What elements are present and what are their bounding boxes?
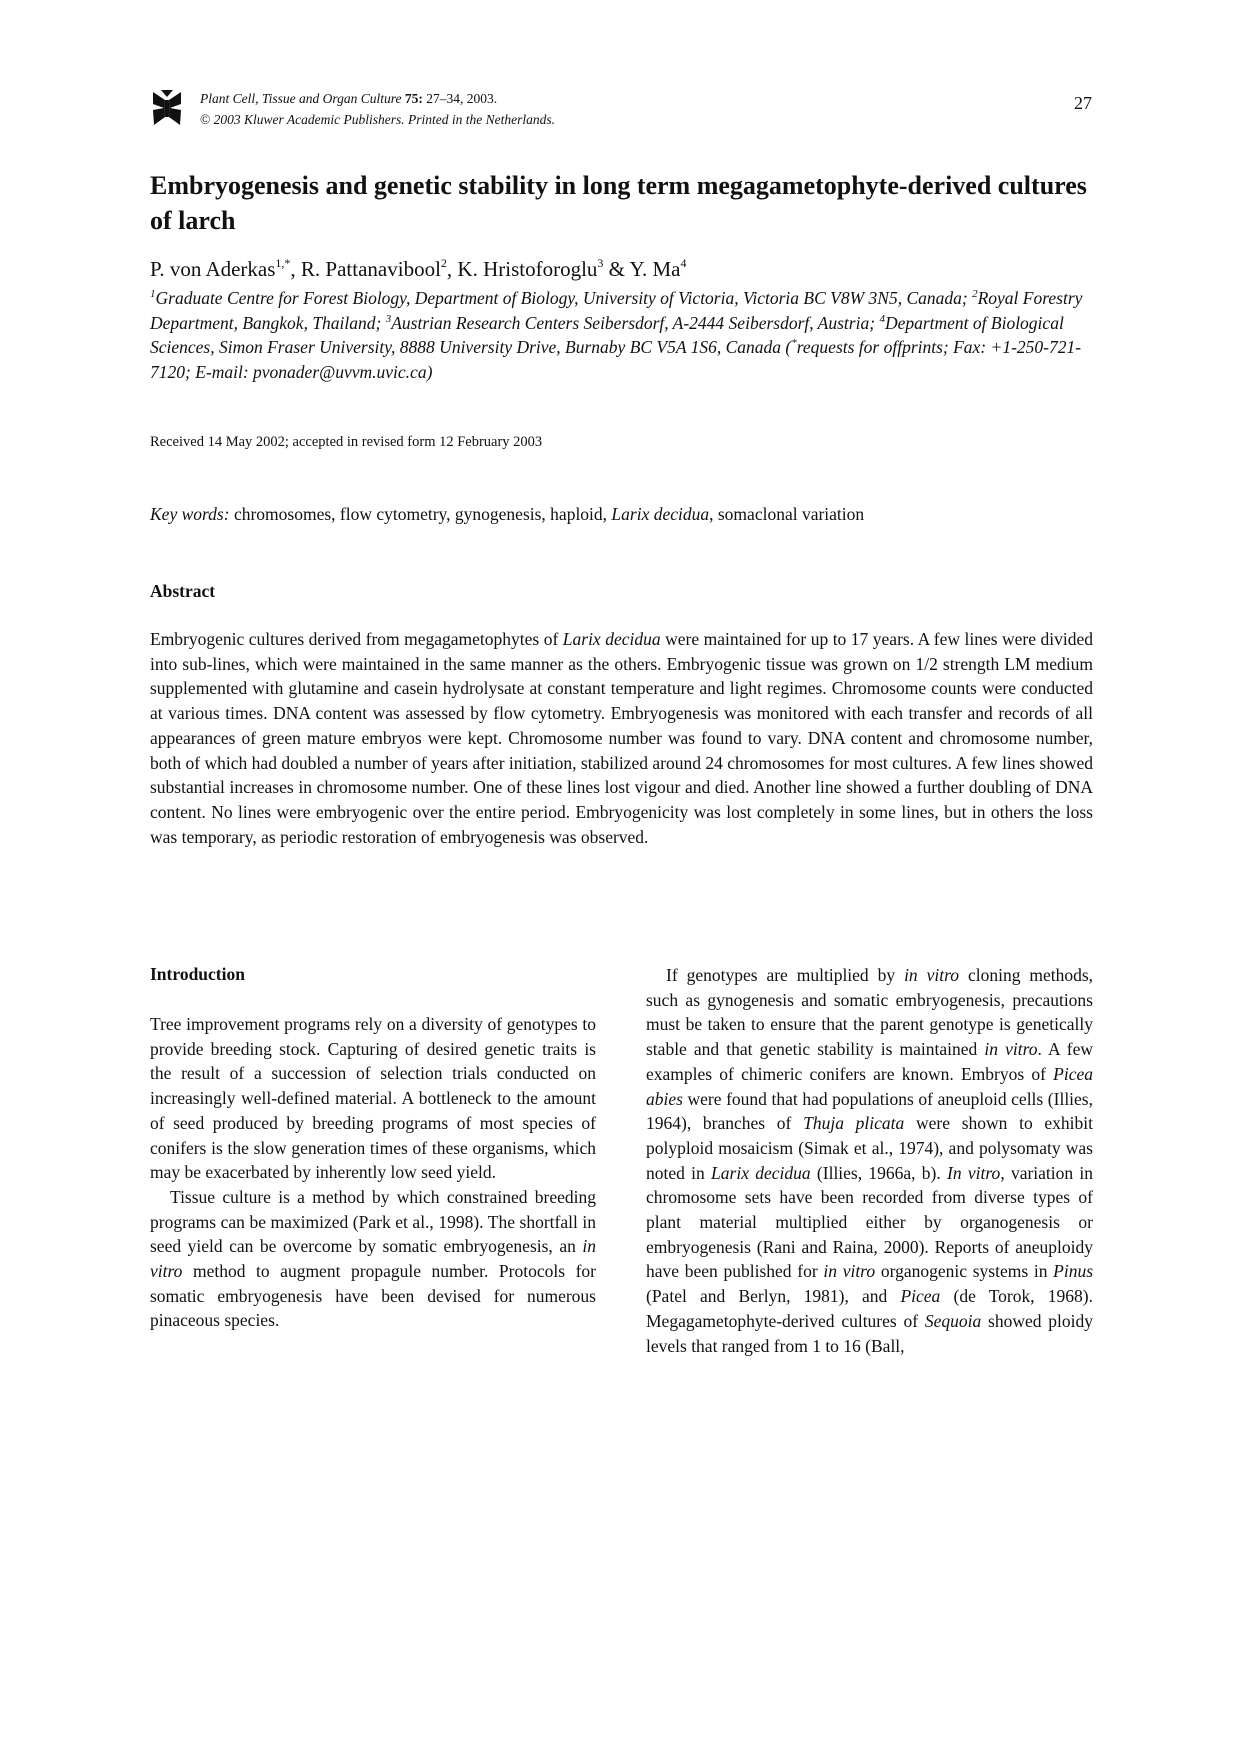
paragraph-italic: in vitro xyxy=(984,1039,1038,1060)
article-title: Embryogenesis and genetic stability in long term megagametophyte-derived cultures of larch xyxy=(150,171,1087,235)
author-name: P. von Aderkas xyxy=(150,257,276,281)
author-affil-mark: 4 xyxy=(680,256,687,270)
paragraph-italic: Picea xyxy=(900,1286,941,1307)
paragraph-text: method to augment propagule number. Protocols for somatic embryogenesis have been devised for numerous pinaceous species. xyxy=(150,1261,596,1331)
paragraph-italic: in vitro xyxy=(823,1261,876,1282)
paragraph-italic: Larix decidua xyxy=(711,1162,811,1183)
paragraph-italic: Pinus xyxy=(1053,1261,1094,1282)
author-separator: & xyxy=(603,257,630,281)
intro-paragraph xyxy=(646,963,1093,1358)
paragraph-text: (de Torok, 1968). Megagametophyte-derived cultures of xyxy=(646,1286,1094,1331)
paragraph-text: , variation in chromosome sets have been recorded from diverse types of plant material multiplied either by organogenesis or embryogenesis (Rani and Raina, 2000). Reports of aneuploidy have been published for xyxy=(646,1162,1094,1282)
paragraph-text: If genotypes are multiplied by xyxy=(666,965,896,985)
author-name: K. Hristoforoglu xyxy=(457,257,598,281)
abstract-heading: Abstract xyxy=(150,581,216,601)
keywords xyxy=(150,504,1100,525)
contact-info: requests for offprints; Fax: +1-250-721-7120; E-mail: pvonader@uvvm.uvic.ca) xyxy=(150,337,1082,382)
author-affil-mark: 3 xyxy=(597,256,604,270)
author-separator: , xyxy=(290,257,301,281)
paragraph-text: Tissue culture is a method by which constrained breeding programs can be maximized (Park et al., 1998). The shortfall in seed yield can be overcome by somatic embryogenesis, an xyxy=(150,1186,596,1257)
abstract-text: Embryogenic cultures derived from megagametophytes of xyxy=(150,629,559,649)
affil-mark: 2 xyxy=(972,288,978,300)
paragraph-text: cloning methods, such as gynogenesis and somatic embryogenesis, precautions must be taken to ensure that the parent genotype is genetically stable and that genetic stability is maintained xyxy=(646,965,1094,1060)
abstract-body xyxy=(150,627,1093,849)
author-name: Y. Ma xyxy=(629,257,681,281)
paragraph-text: were found that had populations of aneuploid cells (Illies, 1964), branches of xyxy=(646,1088,1093,1134)
affiliation: Graduate Centre for Forest Biology, Department of Biology, University of Victoria, Victoria BC V8W 3N5, Canada; xyxy=(155,288,973,308)
keywords-list: chromosomes, flow cytometry, gynogenesis, haploid, xyxy=(233,504,608,524)
right-column xyxy=(646,963,1093,1358)
paragraph-italic: Picea abies xyxy=(646,1063,1094,1109)
received-dates: Received 14 May 2002; accepted in revised form 12 February 2003 xyxy=(150,434,543,450)
keyword-species: Larix decidua xyxy=(611,504,710,524)
abstract-text: were maintained for up to 17 years. A few lines were divided into sub-lines, which were maintained in the same manner as the others. Embryogenic tissue was grown on 1/2 strength LM medium supplemented with glutamine and casein hydrolysate at constant temperature and light regimes. Chromosome counts were conducted at various times. DNA content was assessed by flow cytometry. Embryogenesis was monitored with each transfer and records of all appearances of green mature embryos were kept. Chromosome number was found to vary. DNA content and chromosome number, both of which had doubled a number of years after initiation, stabilized around 24 chromosomes for most cultures. A few lines showed substantial increases in chromosome number. One of these lines lost vigour and died. Another line showed a further doubling of DNA content. No lines were embryogenic over the entire period. Embryogenicity was lost completely in some lines, but in others the loss was temporary, as periodic restoration of embryogenesis was observed. xyxy=(150,629,1094,847)
paragraph-italic: in vitro xyxy=(150,1236,597,1282)
keywords-label: Key words: xyxy=(150,504,230,524)
affiliations xyxy=(150,286,1100,384)
journal-citation xyxy=(200,88,555,130)
author-name: R. Pattanavibool xyxy=(300,257,441,281)
paragraph-text: . A few examples of chimeric conifers are known. Embryos of xyxy=(646,1039,1094,1084)
affiliation: Royal Forestry Department, Bangkok, Thailand; xyxy=(150,288,1083,333)
intro-paragraph xyxy=(150,1185,596,1333)
paragraph-text: (Illies, 1966a, b). xyxy=(816,1162,941,1183)
author-affil-mark: 2 xyxy=(440,256,447,270)
affiliation: Austrian Research Centers Seibersdorf, A-2444 Seibersdorf, Austria; xyxy=(391,312,880,333)
paragraph-text: showed ploidy levels that ranged from 1 to 16 (Ball, xyxy=(646,1310,1093,1356)
paragraph-text: (Patel and Berlyn, 1981), and xyxy=(646,1286,888,1307)
affil-star: * xyxy=(791,337,797,349)
journal-name: Plant Cell, Tissue and Organ Culture xyxy=(200,91,402,106)
journal-volume: 75: xyxy=(404,91,423,106)
affiliation: Department of Biological Sciences, Simon Fraser University, 8888 University Drive, Burnaby BC V5A 1S6, Canada ( xyxy=(150,312,1064,357)
affil-mark: 3 xyxy=(385,312,392,325)
intro-paragraph: Tree improvement programs rely on a diversity of genotypes to provide breeding stock. Capturing of desired genetic traits is the result of a succession of selection trials conducted on increasingly well-defined material. A bottleneck to the amount of seed produced by breeding programs of most species of conifers is the slow generation times of these organisms, which may be exacerbated by inherently low seed yield. xyxy=(150,1014,596,1183)
abstract-species: Larix decidua xyxy=(562,629,661,649)
paragraph-text: were shown to exhibit polyploid mosaicism (Simak et al., 1974), and polysomaty was noted in xyxy=(646,1113,1094,1183)
affil-mark: 4 xyxy=(879,312,885,325)
author-separator: , xyxy=(446,257,458,281)
author-list xyxy=(150,256,686,282)
page-number: 27 xyxy=(1074,93,1092,113)
publisher-logo-icon xyxy=(150,88,184,128)
left-column xyxy=(150,1012,596,1333)
copyright-symbol: © xyxy=(200,112,211,127)
keywords-list-end: , somaclonal variation xyxy=(709,504,865,524)
journal-pages: 27–34, 2003. xyxy=(426,91,498,106)
copyright-line: 2003 Kluwer Academic Publishers. Printed in the Netherlands. xyxy=(213,112,555,127)
affil-mark: 1 xyxy=(150,288,156,300)
paragraph-text: organogenic systems in xyxy=(880,1261,1048,1282)
introduction-heading: Introduction xyxy=(150,964,245,984)
paragraph-italic: in vitro xyxy=(904,965,960,985)
paragraph-italic: In vitro xyxy=(947,1162,1001,1183)
author-affil-mark: 1,* xyxy=(275,256,291,270)
paragraph-italic: Thuja plicata xyxy=(803,1113,905,1134)
paragraph-italic: Sequoia xyxy=(924,1310,982,1331)
